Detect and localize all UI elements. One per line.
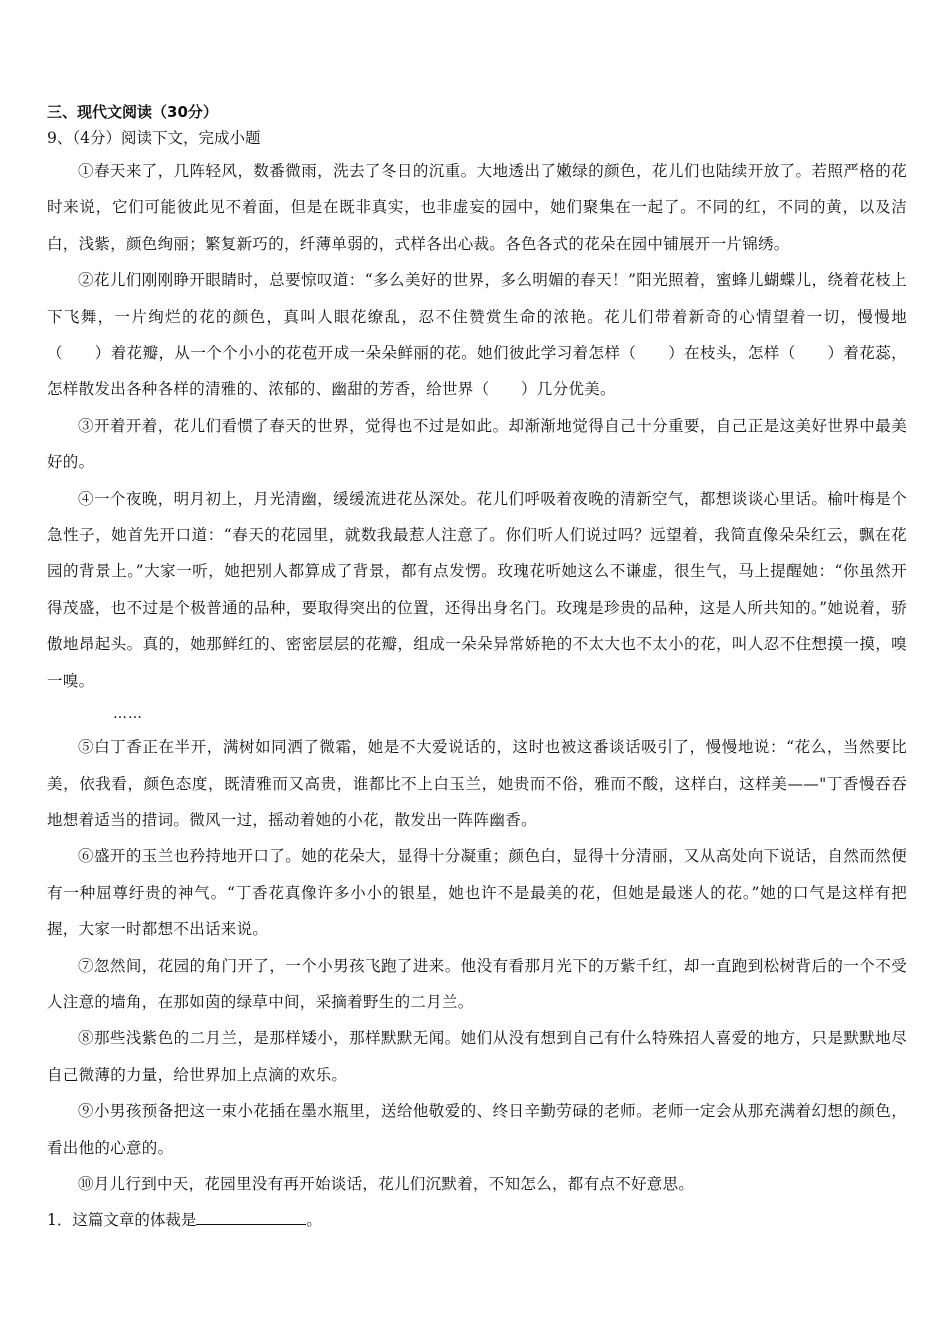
paragraph-3: ③开着开着，花儿们看惯了春天的世界，觉得也不过是如此。却渐渐地觉得自己十分重要，自己正是这美好世界中最美好的。: [47, 416, 907, 472]
ellipsis: ……: [113, 706, 143, 723]
paragraph-2: ②花儿们刚刚睁开眼睛时，总要惊叹道：“多么美好的世界，多么明媚的春天！”阳光照着，蜜蜂儿蝴蝶儿，绕着花枝上下飞舞，一片绚烂的花的颜色，真叫人眼花缭乱，忍不住赞赏生命的浓艳。花儿们带着新奇的心情望着一切，慢慢地（ ）着花瓣，从一个个小小的花苞开成一朵朵鲜丽的花。她们彼此学习着怎样（ ）在枝头，怎样（ ）着花蕊，怎样散发出各种各样的清雅的、浓郁的、幽甜的芳香，给世界（ ）几分优美。: [47, 271, 907, 399]
sub-question-1: [47, 1202, 907, 1238]
paragraph-7: ⑦忽然间，花园的角门开了，一个小男孩飞跑了进来。他没有看那月光下的万紫千红，却一直跑到松树背后的一个不受人注意的墙角，在那如茵的绿草中间，采摘着野生的二月兰。: [47, 956, 907, 1011]
sub-question-prefix: 1．这篇文章的体裁是: [47, 1211, 197, 1230]
sub-question-suffix: 。: [306, 1211, 322, 1230]
paragraph-1: ①春天来了，几阵轻风，数番微雨，洗去了冬日的沉重。大地透出了嫩绿的颜色，花儿们也陆续开放了。若照严格的花时来说，它们可能彼此见不着面，但是在既非真实，也非虚妄的园中，她们聚集在一起了。不同的红，不同的黄，以及洁白，浅紫，颜色绚丽；繁复新巧的，纤薄单弱的，式样各出心裁。各色各式的花朵在园中铺展开一片锦绣。: [47, 162, 907, 253]
paragraph-4: ④一个夜晚，明月初上，月光清幽，缓缓流进花丛深处。花儿们呼吸着夜晚的清新空气，都想谈谈心里话。榆叶梅是个急性子，她首先开口道：“春天的花园里，就数我最惹人注意了。你们听人们说过吗？远望着，我简直像朵朵红云，飘在花园的背景上。”大家一听，她把别人都算成了背景，都有点发愣。玫瑰花听她这么不谦虚，很生气，马上提醒她：“你虽然开得茂盛，也不过是个极普通的品种，要取得突出的位置，还得出身名门。玫瑰是珍贵的品种，这是人所共知的。”她说着，骄傲地昂起头。真的，她那鲜红的、密密层层的花瓣，组成一朵朵异常娇艳的不太大也不太小的花，叫人忍不住想摸一摸，嗅一嗅。: [47, 489, 907, 690]
paragraph-6: ⑥盛开的玉兰也矜持地开口了。她的花朵大，显得十分凝重；颜色白，显得十分清丽，又从高处向下说话，自然而然便有一种屈尊纡贵的神气。“丁香花真像许多小小的银星，她也许不是最美的花，但她是最迷人的花。”她的口气是这样有把握，大家一时都想不出话来说。: [47, 847, 907, 939]
paragraph-5: ⑤白丁香正在半开，满树如同洒了微霜，她是不大爱说话的，这时也被这番谈话吸引了，慢慢地说：“花么，当然要比美，依我看，颜色态度，既清雅而又高贵，谁都比不上白玉兰，她贵而不俗，雅而不酸，这样白，这样美——"丁香慢吞吞地想着适当的措词。微风一过，摇动着她的小花，散发出一阵阵幽香。: [47, 738, 907, 829]
document-page: [47, 99, 907, 1238]
paragraph-10: ⑩月儿行到中天，花园里没有再开始谈话，花儿们沉默着，不知怎么，都有点不好意思。: [78, 1174, 695, 1193]
question-header: 9、（4分）阅读下文，完成小题: [47, 129, 261, 147]
paragraph-9: ⑨小男孩预备把这一束小花插在墨水瓶里，送给他敬爱的、终日辛勤劳碌的老师。老师一定会从那充满着幻想的颜色，看出他的心意的。: [47, 1102, 907, 1157]
answer-blank[interactable]: [196, 1210, 306, 1225]
paragraph-8: ⑧那些浅紫色的二月兰，是那样矮小，那样默默无闻。她们从没有想到自己有什么特殊招人喜爱的地方，只是默默地尽自己微薄的力量，给世界加上点滴的欢乐。: [47, 1029, 907, 1084]
section-title: 三、现代文阅读（30分）: [47, 103, 218, 121]
